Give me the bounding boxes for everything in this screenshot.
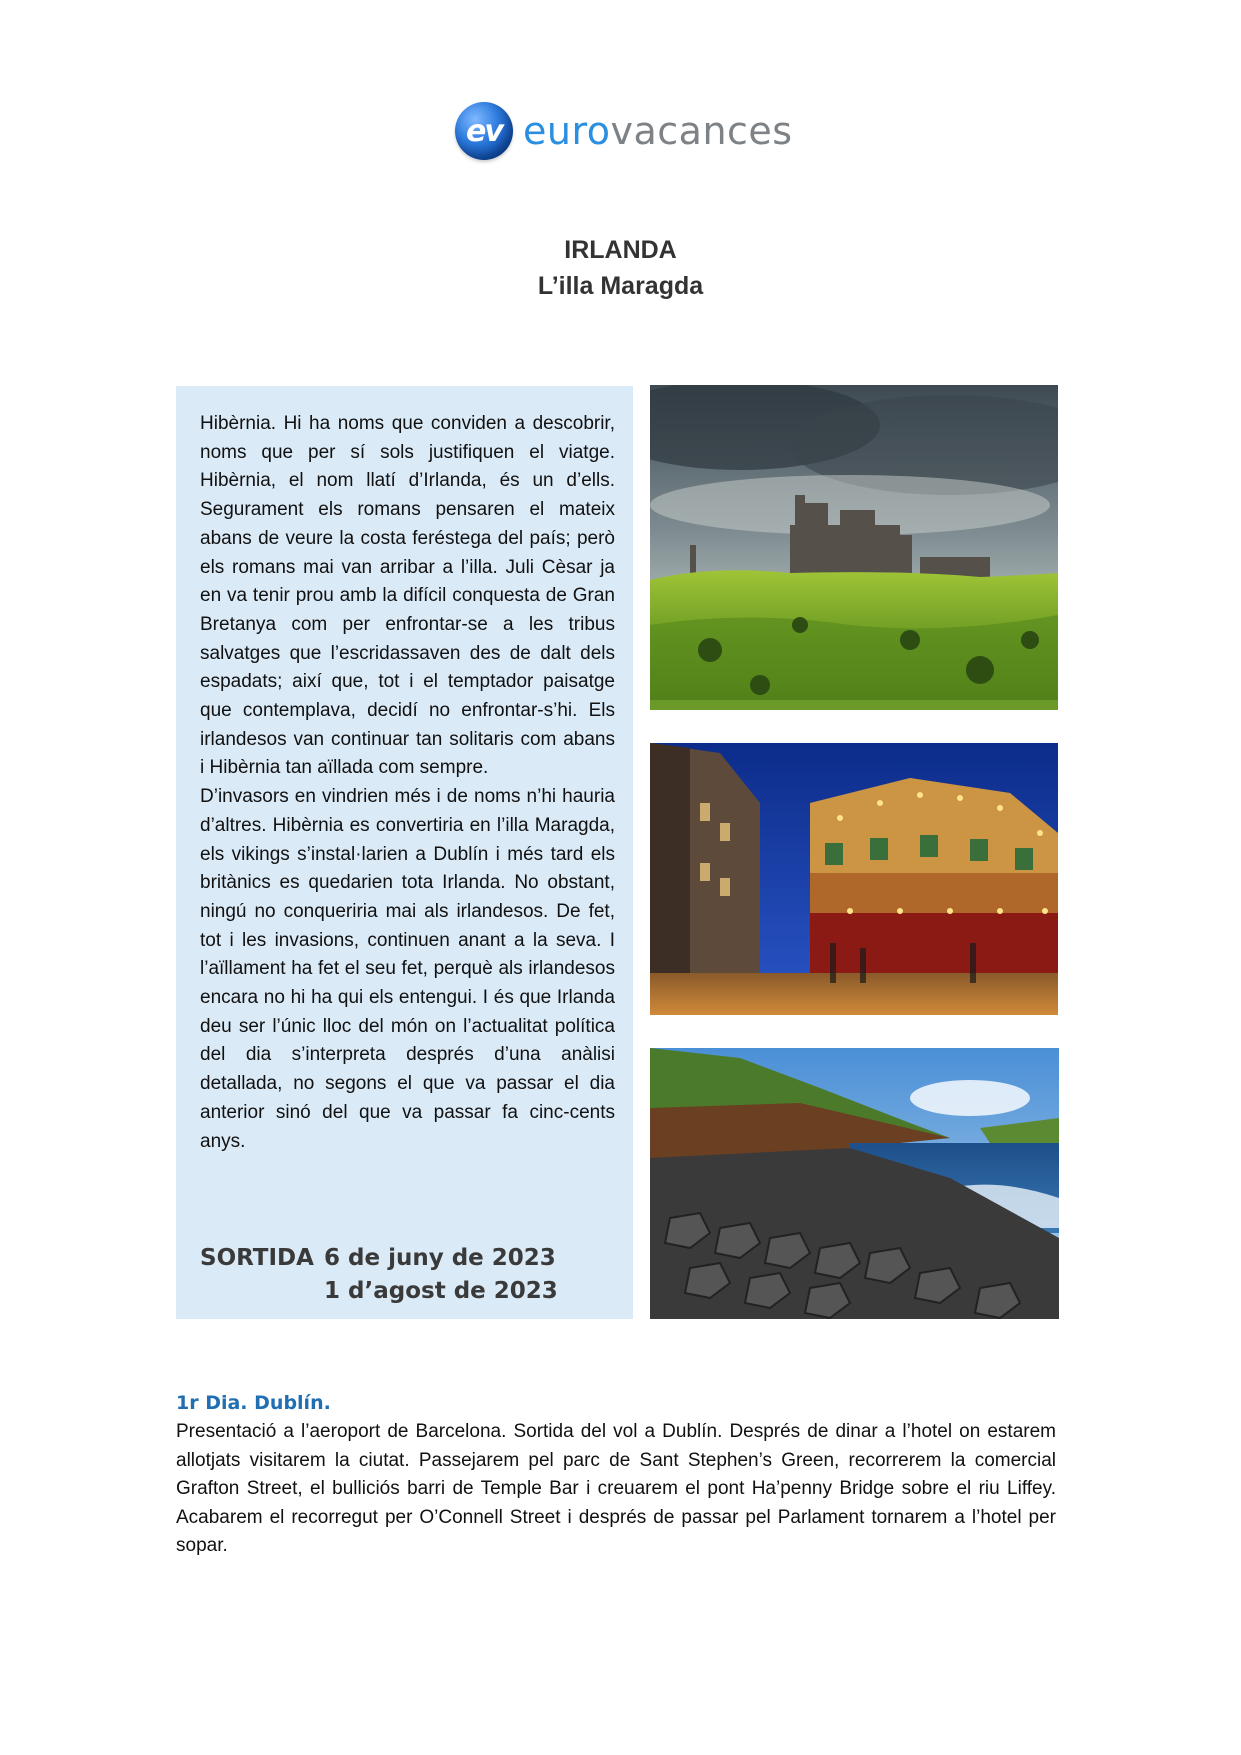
logo-wordmark-part2: vacances	[610, 109, 793, 153]
day-1-text: Presentació a l’aeroport de Barcelona. Sortida del vol a Dublín. Després de dinar a l’hotel on estarem allotjats visitarem la ciutat. Passejarem pel parc de Sant Stephen’s Green, recorrerem la comercial Grafton Street, el bulliciós barri de Temple Bar i creuarem el pont Ha’penny Bridge sobre el riu Liffey. Acabarem el recorregut per O’Connell Street i després de passar pel Parlament tornarem a l’hotel per sopar.	[176, 1421, 1056, 1556]
page-subtitle: L’illa Maragda	[537, 272, 704, 300]
photo-temple-bar	[650, 743, 1058, 1015]
logo-wordmark-part1: euro	[523, 109, 611, 153]
eurovacances-logo	[455, 98, 793, 164]
causeway-image	[650, 1048, 1059, 1319]
departure-date-2: 1 d’agost de 2023	[324, 1278, 558, 1304]
temple-bar-image	[650, 743, 1058, 1015]
logo-wordmark	[523, 109, 793, 153]
day-1-title: 1r Dia. Dublín.	[176, 1392, 331, 1414]
intro-text	[200, 410, 615, 1156]
intro-paragraph-1: Hibèrnia. Hi ha noms que conviden a descobrir, noms que per sí sols justifiquen el viatge. Hibèrnia, el nom llatí d’Irlanda, és un d’ells. Segurament els romans pensaren el mateix abans de veure la costa feréstega del país; però els romans mai van arribar a l’illa. Juli Cèsar ja en va tenir prou amb la difícil conquesta de Gran Bretanya com per enfrontar-se a les tribus salvatges que l’escridassaven des de dalt dels espadats; així que, tot i el temptador paisatge que contemplava, decidí no enfrontar-s’hi. Els irlandesos van continuar tan solitaris com abans i Hibèrnia tan aïllada com sempre.	[200, 413, 615, 779]
intro-paragraph-2: D’invasors en vindrien més i de noms n’hi hauria d’altres. Hibèrnia es convertiria en l’illa Maragda, els vikings s’instal·larien a Dublín i més tard els britànics es quedarien tota Irlanda. No obstant, ningú no conqueriria mai als irlandesos. De fet, tot i les invasions, continuen anant a la seva. I l’aïllament ha fet el seu fet, perquè als irlandesos encara no hi ha qui els entengui. I és que Irlanda deu ser l’únic lloc del món on l’actualitat política del dia s’interpreta després d’una anàlisi detallada, no segons el que va passar el dia anterior sinó del que va passar fa cinc-cents anys.	[200, 786, 615, 1152]
page-title: IRLANDA	[564, 236, 677, 264]
castle-landscape-image	[650, 385, 1058, 710]
photo-giants-causeway	[650, 1048, 1059, 1319]
ev-logo-icon: ev	[455, 102, 513, 160]
photo-castle	[650, 385, 1058, 710]
departure-date-1: 6 de juny de 2023	[324, 1245, 556, 1271]
departure-label: SORTIDA	[200, 1245, 314, 1271]
